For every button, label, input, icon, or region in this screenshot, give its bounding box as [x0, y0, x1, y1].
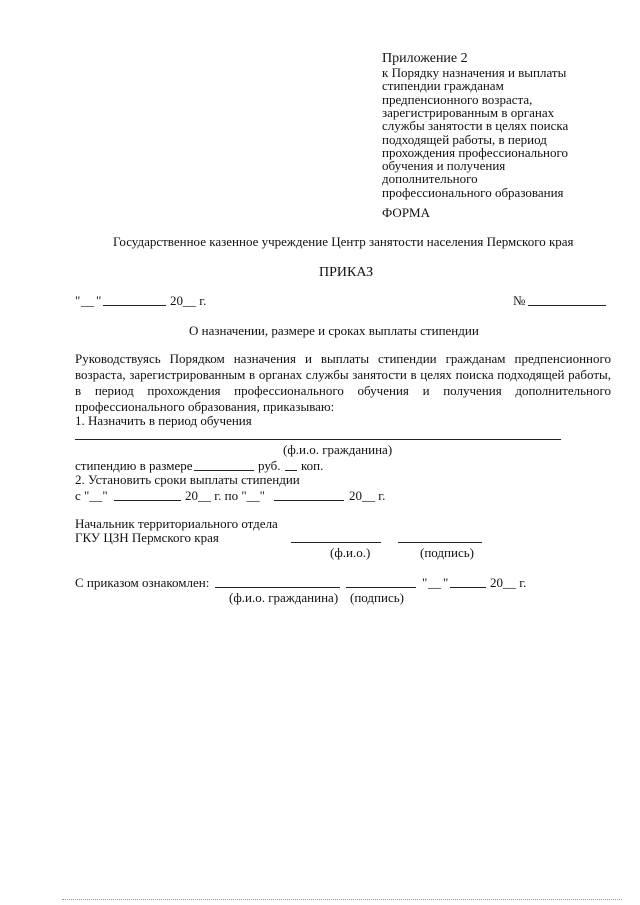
signatory-fio-caption: (ф.и.о.) — [330, 545, 371, 560]
acquainted-date-quote-close: " — [443, 575, 449, 590]
appendix-line: профессионального образования — [382, 184, 564, 200]
item-2-label: 2. Установить сроки выплаты стипендии — [75, 472, 300, 487]
order-title: ПРИКАЗ — [319, 265, 374, 280]
body-line-3: в период прохождения профессионального обучения и получения дополнительного — [75, 383, 611, 398]
appendix-line: стипендии гражданам — [382, 78, 504, 94]
acquainted-sign-caption: (подпись) — [350, 590, 404, 605]
appendix-line: обучения и получения — [382, 158, 506, 174]
period-from-month-line — [114, 500, 181, 501]
order-date-quote-close: " — [96, 293, 102, 308]
stipend-prefix: стипендию в размере — [75, 458, 193, 473]
appendix-line: зарегистрированным в органах — [382, 104, 555, 120]
body-line-1: Руководствуясь Порядком назначения и выплаты стипендии гражданам предпенсионного — [75, 351, 611, 366]
item-1-label: 1. Назначить в период обучения — [75, 413, 252, 428]
form-label: ФОРМА — [382, 205, 430, 220]
signatory-line-1: Начальник территориального отдела — [75, 516, 278, 531]
signatory-fio-line — [291, 542, 381, 543]
stipend-kop-label: коп. — [301, 458, 324, 473]
stipend-rub-line — [194, 470, 254, 471]
signatory-sign-caption: (подпись) — [420, 545, 474, 560]
signatory-sign-line — [398, 542, 482, 543]
body-line-4: профессионального образования, приказываю: — [75, 399, 335, 414]
appendix-line: прохождения профессионального — [382, 144, 569, 160]
appendix-title: Приложение 2 — [382, 51, 468, 66]
period-year-1: 20__ г. по "__" — [185, 488, 265, 503]
acquainted-sign-line — [346, 587, 416, 588]
acquainted-date-day-blank: __ — [428, 575, 441, 590]
acquainted-date-month-line — [450, 587, 486, 588]
acquainted-label: С приказом ознакомлен: — [75, 575, 210, 590]
period-to-month-line — [274, 500, 344, 501]
acquainted-fio-caption: (ф.и.о. гражданина) — [229, 590, 339, 605]
order-number-label: № — [513, 293, 526, 308]
appendix-line: дополнительного — [382, 171, 478, 187]
period-from: с "__" — [75, 488, 108, 503]
citizen-fio-line — [75, 439, 561, 440]
order-date-month-line — [103, 305, 166, 306]
appendix-line: предпенсионного возраста, — [382, 91, 533, 107]
appendix-line: к Порядку назначения и выплаты — [382, 65, 567, 80]
period-year-2: 20__ г. — [349, 488, 386, 503]
stipend-rub-label: руб. — [258, 458, 281, 473]
stipend-kop-line — [285, 470, 297, 471]
appendix-line: подходящей работы, в период — [382, 131, 547, 147]
order-date-year: 20__ г. — [170, 293, 207, 308]
appendix-line: службы занятости в целях поиска — [382, 118, 569, 134]
order-number-line — [528, 305, 606, 306]
order-subject: О назначении, размере и сроках выплаты стипендии — [189, 323, 479, 338]
acquainted-date-quote-open: " — [422, 575, 428, 590]
signatory-line-2: ГКУ ЦЗН Пермского края — [75, 530, 219, 545]
order-date-day-blank: __ — [81, 293, 94, 308]
acquainted-year: 20__ г. — [490, 575, 527, 590]
page-bottom-edge — [62, 899, 622, 900]
body-line-2: возраста, зарегистрированным в органах службы занятости в целях поиска подходящей работы, — [75, 367, 611, 382]
order-date-quote-open: " — [75, 293, 81, 308]
institution-name: Государственное казенное учреждение Центр занятости населения Пермского края — [113, 234, 574, 249]
acquainted-fio-line — [215, 587, 340, 588]
citizen-fio-caption: (ф.и.о. гражданина) — [283, 442, 393, 457]
